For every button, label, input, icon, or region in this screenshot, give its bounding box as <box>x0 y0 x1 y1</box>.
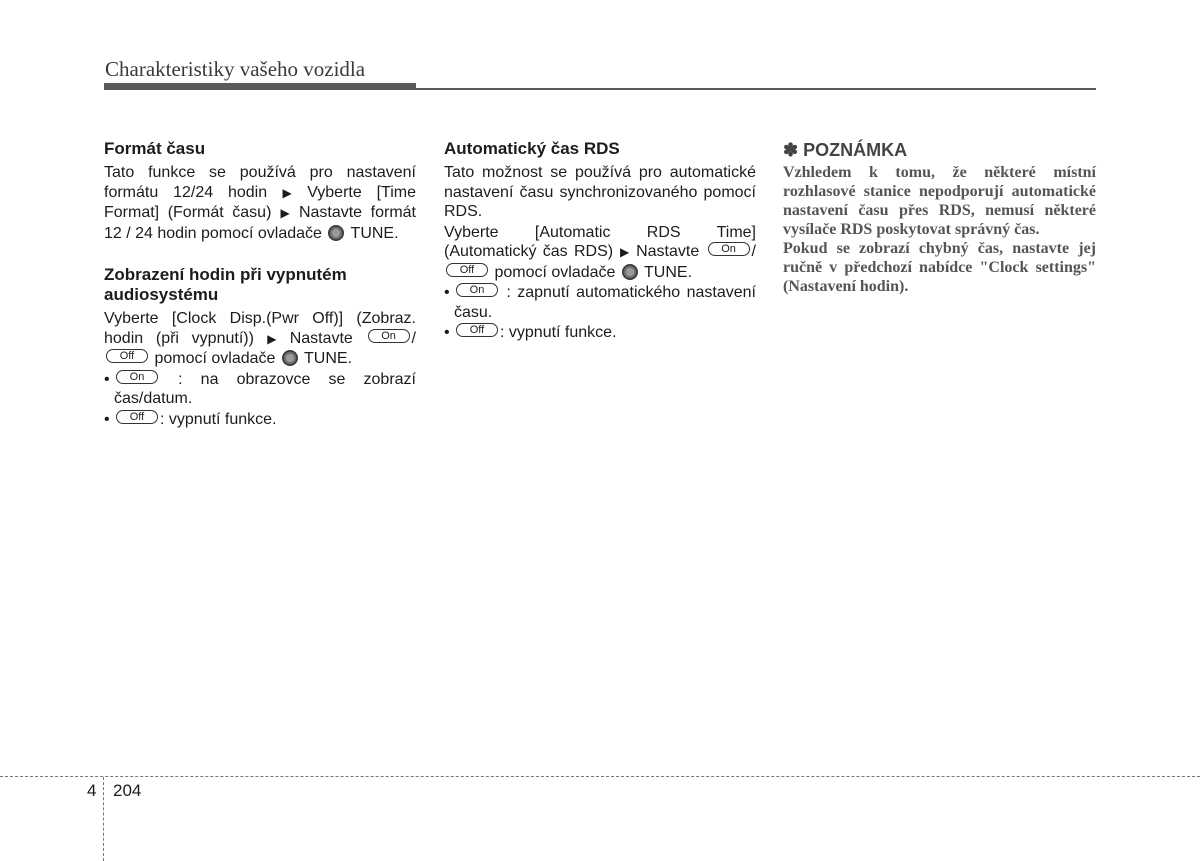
arrow-icon: ▶ <box>258 331 285 346</box>
section-text-time-format: Tato funkce se používá pro nastavení formátu 12/24 hodin ▶ Vyberte [Time Format] (Formát času) ▶ Nastavte formát 12 / 24 hodin pomocí ovladače TUNE. <box>104 164 417 242</box>
list-item-off: • Off : vypnutí funkce. <box>104 410 277 428</box>
page-number: 204 <box>113 781 142 800</box>
arrow-icon: ▶ <box>272 185 303 200</box>
off-button-icon: Off <box>116 410 158 424</box>
note-title: ✽ POZNÁMKA <box>783 140 908 160</box>
footer-divider <box>103 777 104 861</box>
tune-knob-icon <box>622 264 638 280</box>
tune-knob-icon <box>282 350 298 366</box>
arrow-icon: ▶ <box>276 206 294 220</box>
list-item-off: • Off : vypnutí funkce. <box>444 324 617 341</box>
header-rule <box>104 88 1096 90</box>
note-paragraph: Vzhledem k tomu, že některé místní rozhlasové stanice nepodporují automatické nastavení času přes RDS, nemusí některé vysílače RDS poskytovat správný čas. <box>783 164 1096 238</box>
note-paragraph: Pokud se zobrazí chybný čas, nastavte jej ručně v předchozí nabídce "Clock settings" (Nastavení hodin). <box>783 240 1096 295</box>
list-item-on: • On : zapnutí automatického nastavení času. <box>444 284 756 321</box>
on-button-icon: On <box>368 329 410 343</box>
on-button-icon: On <box>116 370 158 384</box>
section-title-rds-time: Automatický čas RDS <box>444 139 620 158</box>
column-right-note <box>783 139 1096 296</box>
off-button-icon: Off <box>446 263 488 277</box>
section-title-clock-display: Zobrazení hodin při vypnutém audiosystému <box>104 265 347 304</box>
on-button-icon: On <box>708 242 750 256</box>
column-left <box>104 139 416 429</box>
list-item-on: • On : na obrazovce se zobrazí čas/datum. <box>104 370 416 407</box>
off-button-icon: Off <box>456 323 498 337</box>
off-button-icon: Off <box>106 349 148 363</box>
section-text-rds-intro: Tato možnost se používá pro automatické nastavení času synchronizovaného pomocí RDS. <box>444 164 756 220</box>
note-body <box>783 163 1096 296</box>
page-header-title: Charakteristiky vašeho vozidla <box>105 57 366 81</box>
column-middle <box>444 139 756 343</box>
footer-rule <box>0 776 1200 777</box>
section-number: 4 <box>87 781 97 800</box>
section-text-rds-steps: Vyberte [Automatic RDS Time] (Automatický čas RDS) ▶ Nastavte On /Off pomocí ovladače TUNE. <box>444 223 756 281</box>
on-button-icon: On <box>456 283 498 297</box>
arrow-icon: ▶ <box>618 245 632 259</box>
section-title-time-format: Formát času <box>104 139 206 158</box>
section-text-clock-display: Vyberte [Clock Disp.(Pwr Off)] (Zobraz. hodin (při vypnutí)) ▶ Nastavte On /Off pomocí ovladače TUNE. <box>104 310 416 367</box>
tune-knob-icon <box>328 225 344 241</box>
